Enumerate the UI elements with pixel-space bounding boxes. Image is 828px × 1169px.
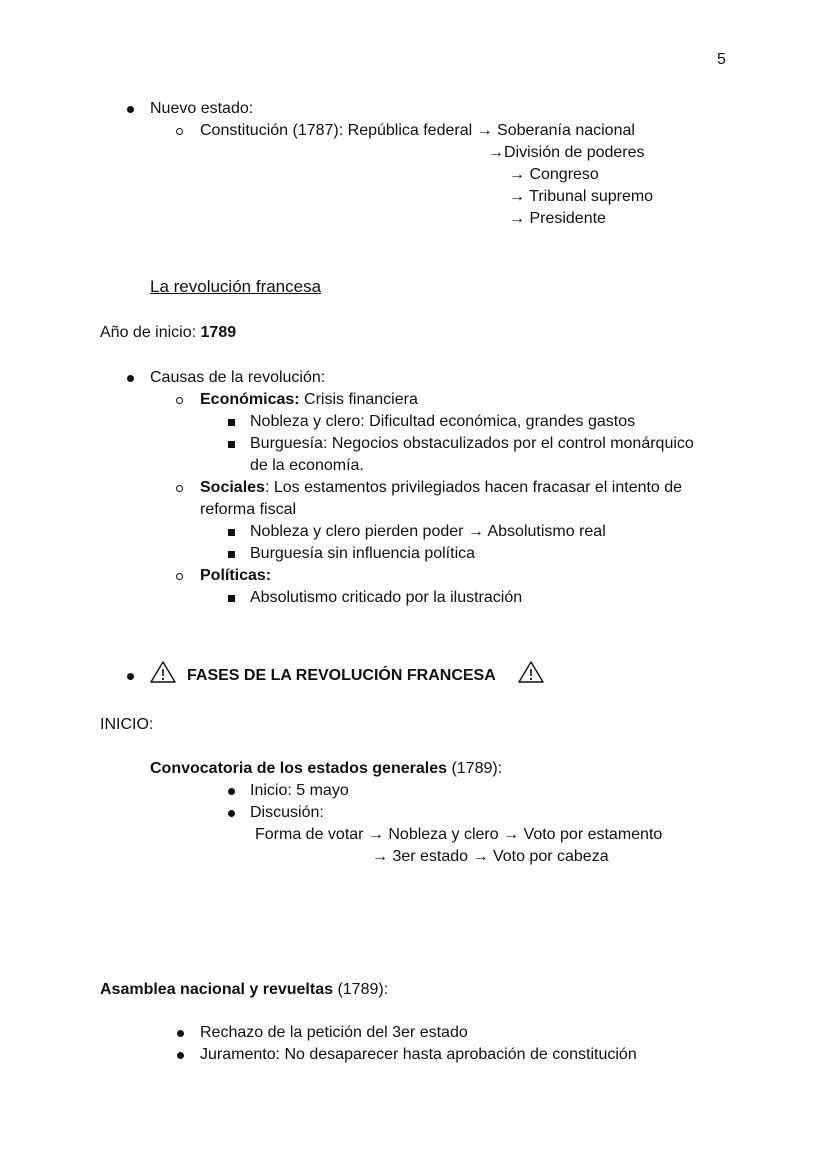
economicas-text: Crisis financiera	[299, 391, 418, 408]
bullet-dot	[177, 1030, 184, 1037]
asamblea-title-line	[100, 979, 388, 1001]
poder-tribunal: → Tribunal supremo	[509, 188, 654, 205]
sociales-label: Sociales	[200, 479, 265, 496]
bullet-square	[228, 595, 235, 602]
inicio-label: INICIO:	[100, 716, 154, 733]
sociales-text-cont: reforma fiscal	[200, 501, 297, 518]
page-number: 5	[717, 51, 726, 68]
ano-inicio-line	[100, 322, 236, 344]
economicas-line	[200, 389, 418, 411]
section-heading-revolucion: La revolución francesa	[150, 277, 322, 296]
bullet-ring	[176, 397, 183, 404]
economicas-item: Burguesía: Negocios obstaculizados por el control monárquico	[250, 435, 694, 452]
bullet-ring	[176, 573, 183, 580]
nuevo-estado-bullet: Nuevo estado:	[150, 100, 254, 117]
politicas-label: Políticas:	[200, 567, 272, 584]
bullet-dot	[127, 673, 134, 680]
convocatoria-inicio: Inicio: 5 mayo	[250, 782, 349, 799]
economicas-item-cont: de la economía.	[250, 457, 364, 474]
convocatoria-discusion: Discusión:	[250, 804, 324, 821]
poder-presidente: → Presidente	[509, 210, 606, 227]
economicas-item: Nobleza y clero: Dificultad económica, grandes gastos	[250, 413, 636, 430]
bullet-square	[228, 551, 235, 558]
warning-icon	[517, 660, 545, 684]
bullet-dot	[228, 788, 235, 795]
politicas-item: Absolutismo criticado por la ilustración	[250, 589, 523, 606]
asamblea-item: Rechazo de la petición del 3er estado	[200, 1024, 468, 1041]
bullet-dot	[127, 375, 134, 382]
asamblea-year: (1789):	[333, 981, 389, 998]
sociales-item: Burguesía sin influencia política	[250, 545, 476, 562]
bullet-square	[228, 419, 235, 426]
bullet-square	[228, 529, 235, 536]
division-poderes-line: →División de poderes	[488, 144, 645, 161]
constitucion-line: Constitución (1787): República federal → Soberanía nacional	[200, 122, 635, 139]
bullet-ring	[176, 128, 183, 135]
forma-votar-line: Forma de votar → Nobleza y clero → Voto por estamento	[255, 826, 663, 843]
convocatoria-title-line	[150, 758, 502, 780]
sociales-text: : Los estamentos privilegiados hacen fracasar el intento de	[264, 479, 683, 496]
bullet-square	[228, 441, 235, 448]
convocatoria-title: Convocatoria de los estados generales	[150, 760, 447, 777]
causas-bullet: Causas de la revolución:	[150, 369, 326, 386]
forma-votar-line-2: → 3er estado → Voto por cabeza	[372, 848, 609, 865]
ano-inicio-label: Año de inicio:	[100, 324, 201, 341]
economicas-label: Económicas:	[200, 391, 300, 408]
sociales-line	[200, 477, 682, 499]
ano-inicio-year: 1789	[200, 324, 237, 341]
asamblea-title: Asamblea nacional y revueltas	[100, 981, 333, 998]
fases-heading: FASES DE LA REVOLUCIÓN FRANCESA	[187, 667, 496, 684]
poder-congreso: → Congreso	[509, 166, 599, 183]
asamblea-item: Juramento: No desaparecer hasta aprobación de constitución	[200, 1046, 637, 1063]
bullet-ring	[176, 485, 183, 492]
bullet-dot	[177, 1052, 184, 1059]
bullet-dot	[127, 106, 134, 113]
sociales-item: Nobleza y clero pierden poder → Absolutismo real	[250, 523, 606, 540]
convocatoria-year: (1789):	[447, 760, 503, 777]
warning-icon	[149, 660, 177, 684]
bullet-dot	[228, 810, 235, 817]
